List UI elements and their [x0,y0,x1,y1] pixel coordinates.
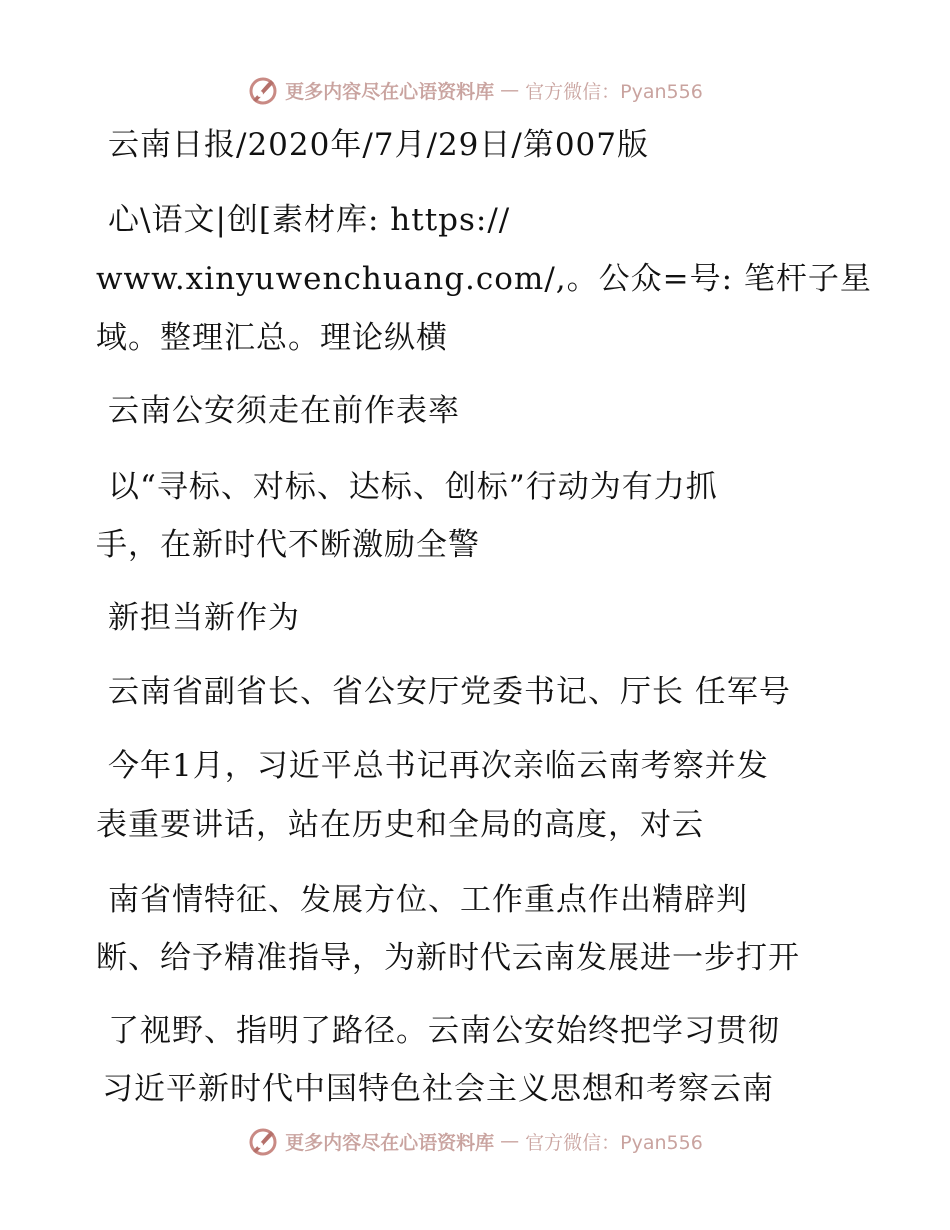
text-line-6: 以“寻标、对标、达标、创标”行动为有力抓 [108,469,718,505]
text-line-7: 手，在新时代不断激励全警 [96,527,480,563]
brush-seal-icon [247,74,279,106]
watermark-main-text: 更多内容尽在心语资料库 [285,1131,495,1154]
brush-seal-icon [247,1125,279,1157]
watermark-separator: — [500,1130,520,1152]
text-line-5: 云南公安须走在前作表率 [108,393,460,429]
text-line-9: 云南省副省长、省公安厅党委书记、厅长 任军号 [108,674,791,710]
text-line-1: 云南日报/2020年/7月/29日/第007版 [108,127,650,163]
text-line-12: 南省情特征、发展方位、工作重点作出精辟判 [108,882,748,918]
text-line-10: 今年1月，习近平总书记再次亲临云南考察并发 [108,748,769,784]
text-line-14: 了视野、指明了路径。云南公安始终把学习贯彻 [108,1013,780,1049]
watermark-main-text: 更多内容尽在心语资料库 [285,80,495,103]
text-line-4: 域。整理汇总。理论纵横 [96,320,448,356]
text-line-15: 习近平新时代中国特色社会主义思想和考察云南 [102,1071,774,1107]
text-line-2: 心\语文|创[素材库: https:// [108,202,511,238]
watermark-separator: — [500,79,520,101]
text-line-11: 表重要讲话，站在历史和全局的高度，对云 [96,807,704,843]
text-line-13: 断、给予精准指导，为新时代云南发展进一步打开 [96,940,800,976]
watermark-header [0,70,950,110]
text-line-3: www.xinyuwenchuang.com/,。公众=号: 笔杆子星 [96,261,872,297]
watermark-contact: 官方微信：Pyan556 [525,80,703,103]
watermark-footer [0,1121,950,1161]
text-line-8: 新担当新作为 [108,600,300,636]
watermark-contact: 官方微信：Pyan556 [525,1131,703,1154]
